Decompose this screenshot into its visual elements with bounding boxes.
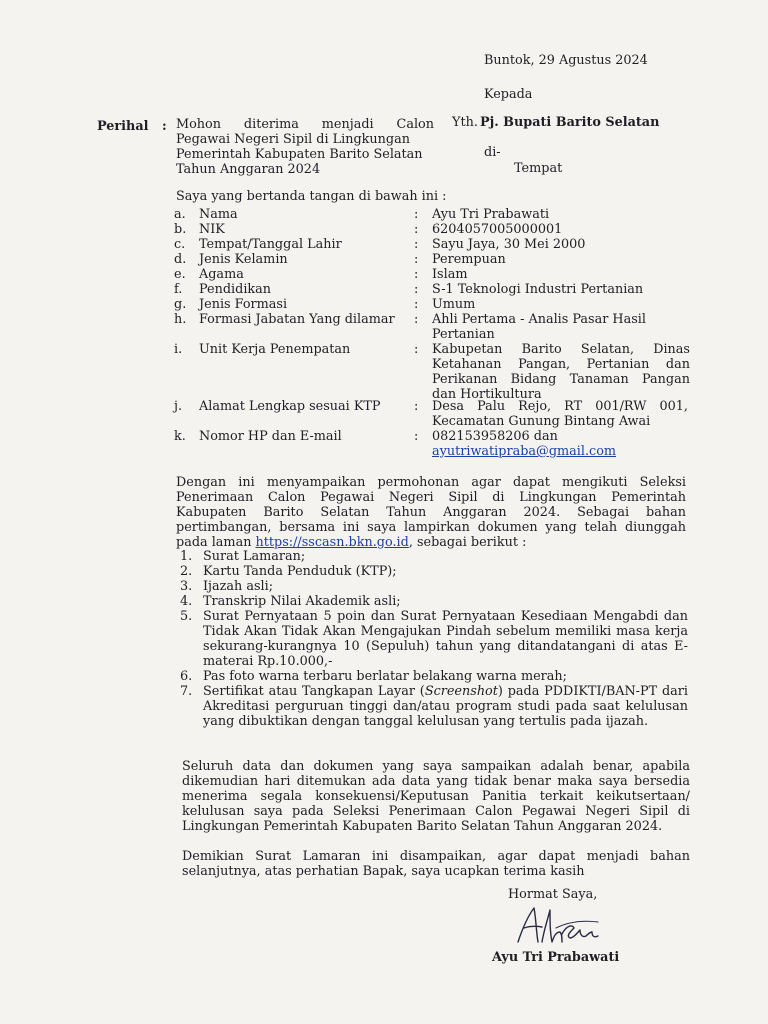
list-text: Ijazah asli; bbox=[203, 579, 274, 594]
list-number: 2. bbox=[180, 564, 193, 579]
list-text-italic: Screenshot bbox=[424, 684, 498, 699]
row-letter: c. bbox=[174, 237, 186, 252]
closing-salutation: Hormat Saya, bbox=[508, 887, 598, 902]
para1-text: Dengan ini menyampaikan permohonan agar dapat mengikuti Seleksi Penerimaan Calon Pegawai Negeri Sipil di Lingkungan Pemerintah Kabupaten Barito Selatan Tahun Anggaran 2024. Sebagai bahan pertimbangan, bersama ini saya lampirkan dokumen yang telah diunggah pada laman bbox=[176, 475, 686, 550]
row-letter: i. bbox=[174, 342, 183, 357]
row-label: Alamat Lengkap sesuai KTP bbox=[199, 399, 381, 414]
list-number: 1. bbox=[180, 549, 193, 564]
row-letter: b. bbox=[174, 222, 187, 237]
row-letter: a. bbox=[174, 207, 186, 222]
list-text: Pas foto warna terbaru berlatar belakang warna merah; bbox=[203, 669, 567, 684]
row-letter: h. bbox=[174, 312, 187, 327]
list-text-part: ) pada PDDIKTI/BAN-PT dari Akreditasi perguruan tinggi dan/atau program studi pada saat kelulusan yang dibuktikan dengan tanggal kelulusan yang tertulis pada ijazah. bbox=[203, 684, 688, 729]
identity-row-alamat bbox=[0, 399, 768, 429]
row-colon: : bbox=[414, 342, 419, 357]
row-letter: e. bbox=[174, 267, 186, 282]
row-colon: : bbox=[414, 222, 419, 237]
row-label: Formasi Jabatan Yang dilamar bbox=[199, 312, 395, 327]
row-value bbox=[432, 429, 690, 459]
recipient-name: Pj. Bupati Barito Selatan bbox=[480, 115, 660, 130]
perihal-colon: : bbox=[162, 119, 167, 134]
list-number: 4. bbox=[180, 594, 193, 609]
row-colon: : bbox=[414, 399, 419, 414]
row-value: Sayu Jaya, 30 Mei 2000 bbox=[432, 237, 586, 252]
email-link[interactable]: ayutriwatipraba@gmail.com bbox=[432, 444, 617, 459]
identity-row-nama bbox=[0, 207, 768, 222]
row-value: Desa Palu Rejo, RT 001/RW 001, Kecamatan Gunung Bintang Awai bbox=[432, 399, 688, 429]
phone-number: 082153958206 dan bbox=[432, 429, 558, 444]
row-label: Unit Kerja Penempatan bbox=[199, 342, 351, 357]
signer-name: Ayu Tri Prabawati bbox=[492, 950, 620, 965]
perihal-line: Pegawai Negeri Sipil di Lingkungan bbox=[176, 132, 410, 147]
identity-row-jabatan bbox=[0, 312, 768, 342]
row-colon: : bbox=[414, 297, 419, 312]
body-paragraph-1 bbox=[176, 475, 686, 550]
identity-row-nik bbox=[0, 222, 768, 237]
row-value: 6204057005000001 bbox=[432, 222, 563, 237]
perihal-line: Mohon diterima menjadi Calon bbox=[176, 117, 434, 132]
di-label: di- bbox=[484, 145, 501, 160]
list-number: 7. bbox=[180, 684, 193, 699]
list-text: Transkrip Nilai Akademik asli; bbox=[203, 594, 401, 609]
identity-row-formasi bbox=[0, 297, 768, 312]
list-number: 6. bbox=[180, 669, 193, 684]
row-label: Tempat/Tanggal Lahir bbox=[199, 237, 342, 252]
para1-tail: , sebagai berikut : bbox=[408, 535, 527, 550]
identity-row-agama bbox=[0, 267, 768, 282]
list-text bbox=[203, 684, 688, 729]
tempat-label: Tempat bbox=[514, 161, 563, 176]
row-value: Kabupetan Barito Selatan, Dinas Ketahanan Pangan, Pertanian dan Perikanan Bidang Tanaman Pangan dan Hortikultura bbox=[432, 342, 690, 402]
row-label: NIK bbox=[199, 222, 225, 237]
row-colon: : bbox=[414, 282, 419, 297]
row-value: Ayu Tri Prabawati bbox=[432, 207, 550, 222]
row-letter: d. bbox=[174, 252, 187, 267]
perihal-line: Tahun Anggaran 2024 bbox=[176, 162, 321, 177]
row-letter: g. bbox=[174, 297, 187, 312]
intro-text: Saya yang bertanda tangan di bawah ini : bbox=[176, 189, 447, 204]
row-label: Jenis Kelamin bbox=[199, 252, 288, 267]
row-label: Nomor HP dan E-mail bbox=[199, 429, 342, 444]
yth-label: Yth. bbox=[452, 115, 478, 130]
row-colon: : bbox=[414, 237, 419, 252]
body-paragraph-2: Seluruh data dan dokumen yang saya sampaikan adalah benar, apabila dikemudian hari ditemukan ada data yang tidak benar maka saya bersedia menerima segala konsekuensi/Keputusan Panitia terkait keikutsertaan/ kelulusan saya pada Seleksi Penerimaan Calon Pegawai Negeri Sipil di Lingkungan Pemerintah Kabupaten Barito Selatan Tahun Anggaran 2024. bbox=[182, 759, 690, 834]
body-paragraph-3: Demikian Surat Lamaran ini disampaikan, agar dapat menjadi bahan selanjutnya, atas perhatian Bapak, saya ucapkan terima kasih bbox=[182, 849, 690, 879]
row-colon: : bbox=[414, 252, 419, 267]
identity-row-gender bbox=[0, 252, 768, 267]
row-value: S-1 Teknologi Industri Pertanian bbox=[432, 282, 644, 297]
signature bbox=[512, 902, 602, 948]
row-colon: : bbox=[414, 429, 419, 444]
list-number: 3. bbox=[180, 579, 193, 594]
row-colon: : bbox=[414, 207, 419, 222]
row-label: Jenis Formasi bbox=[199, 297, 288, 312]
list-text: Surat Lamaran; bbox=[203, 549, 306, 564]
row-colon: : bbox=[414, 267, 419, 282]
identity-row-pendidikan bbox=[0, 282, 768, 297]
perihal-subject bbox=[176, 117, 434, 177]
list-text: Kartu Tanda Penduduk (KTP); bbox=[203, 564, 397, 579]
list-text-part: Sertifikat atau Tangkapan Layar ( bbox=[203, 684, 425, 699]
row-letter: k. bbox=[174, 429, 186, 444]
place-date: Buntok, 29 Agustus 2024 bbox=[484, 53, 648, 68]
row-colon: : bbox=[414, 312, 419, 327]
list-text: Surat Pernyataan 5 poin dan Surat Pernyataan Kesediaan Mengabdi dan Tidak Akan Tidak Akan Mengajukan Pindah sebelum memiliki masa kerja sekurang-kurangnya 10 (Sepuluh) tahun yang ditandatangani di atas E-materai Rp.10.000,- bbox=[203, 609, 688, 669]
perihal-label: Perihal bbox=[97, 119, 149, 134]
row-value: Islam bbox=[432, 267, 468, 282]
row-value: Ahli Pertama - Analis Pasar Hasil Pertanian bbox=[432, 312, 646, 342]
row-value: Umum bbox=[432, 297, 476, 312]
perihal-line: Pemerintah Kabupaten Barito Selatan bbox=[176, 147, 423, 162]
sscasn-link[interactable]: https://sscasn.bkn.go.id bbox=[255, 535, 409, 550]
identity-row-unit-kerja bbox=[0, 342, 768, 402]
row-letter: f. bbox=[174, 282, 183, 297]
row-label: Nama bbox=[199, 207, 238, 222]
identity-row-contact bbox=[0, 429, 768, 459]
list-number: 5. bbox=[180, 609, 193, 624]
identity-row-ttl bbox=[0, 237, 768, 252]
kepada-label: Kepada bbox=[484, 87, 533, 102]
row-letter: j. bbox=[174, 399, 183, 414]
row-label: Agama bbox=[199, 267, 244, 282]
row-value: Perempuan bbox=[432, 252, 506, 267]
row-label: Pendidikan bbox=[199, 282, 272, 297]
